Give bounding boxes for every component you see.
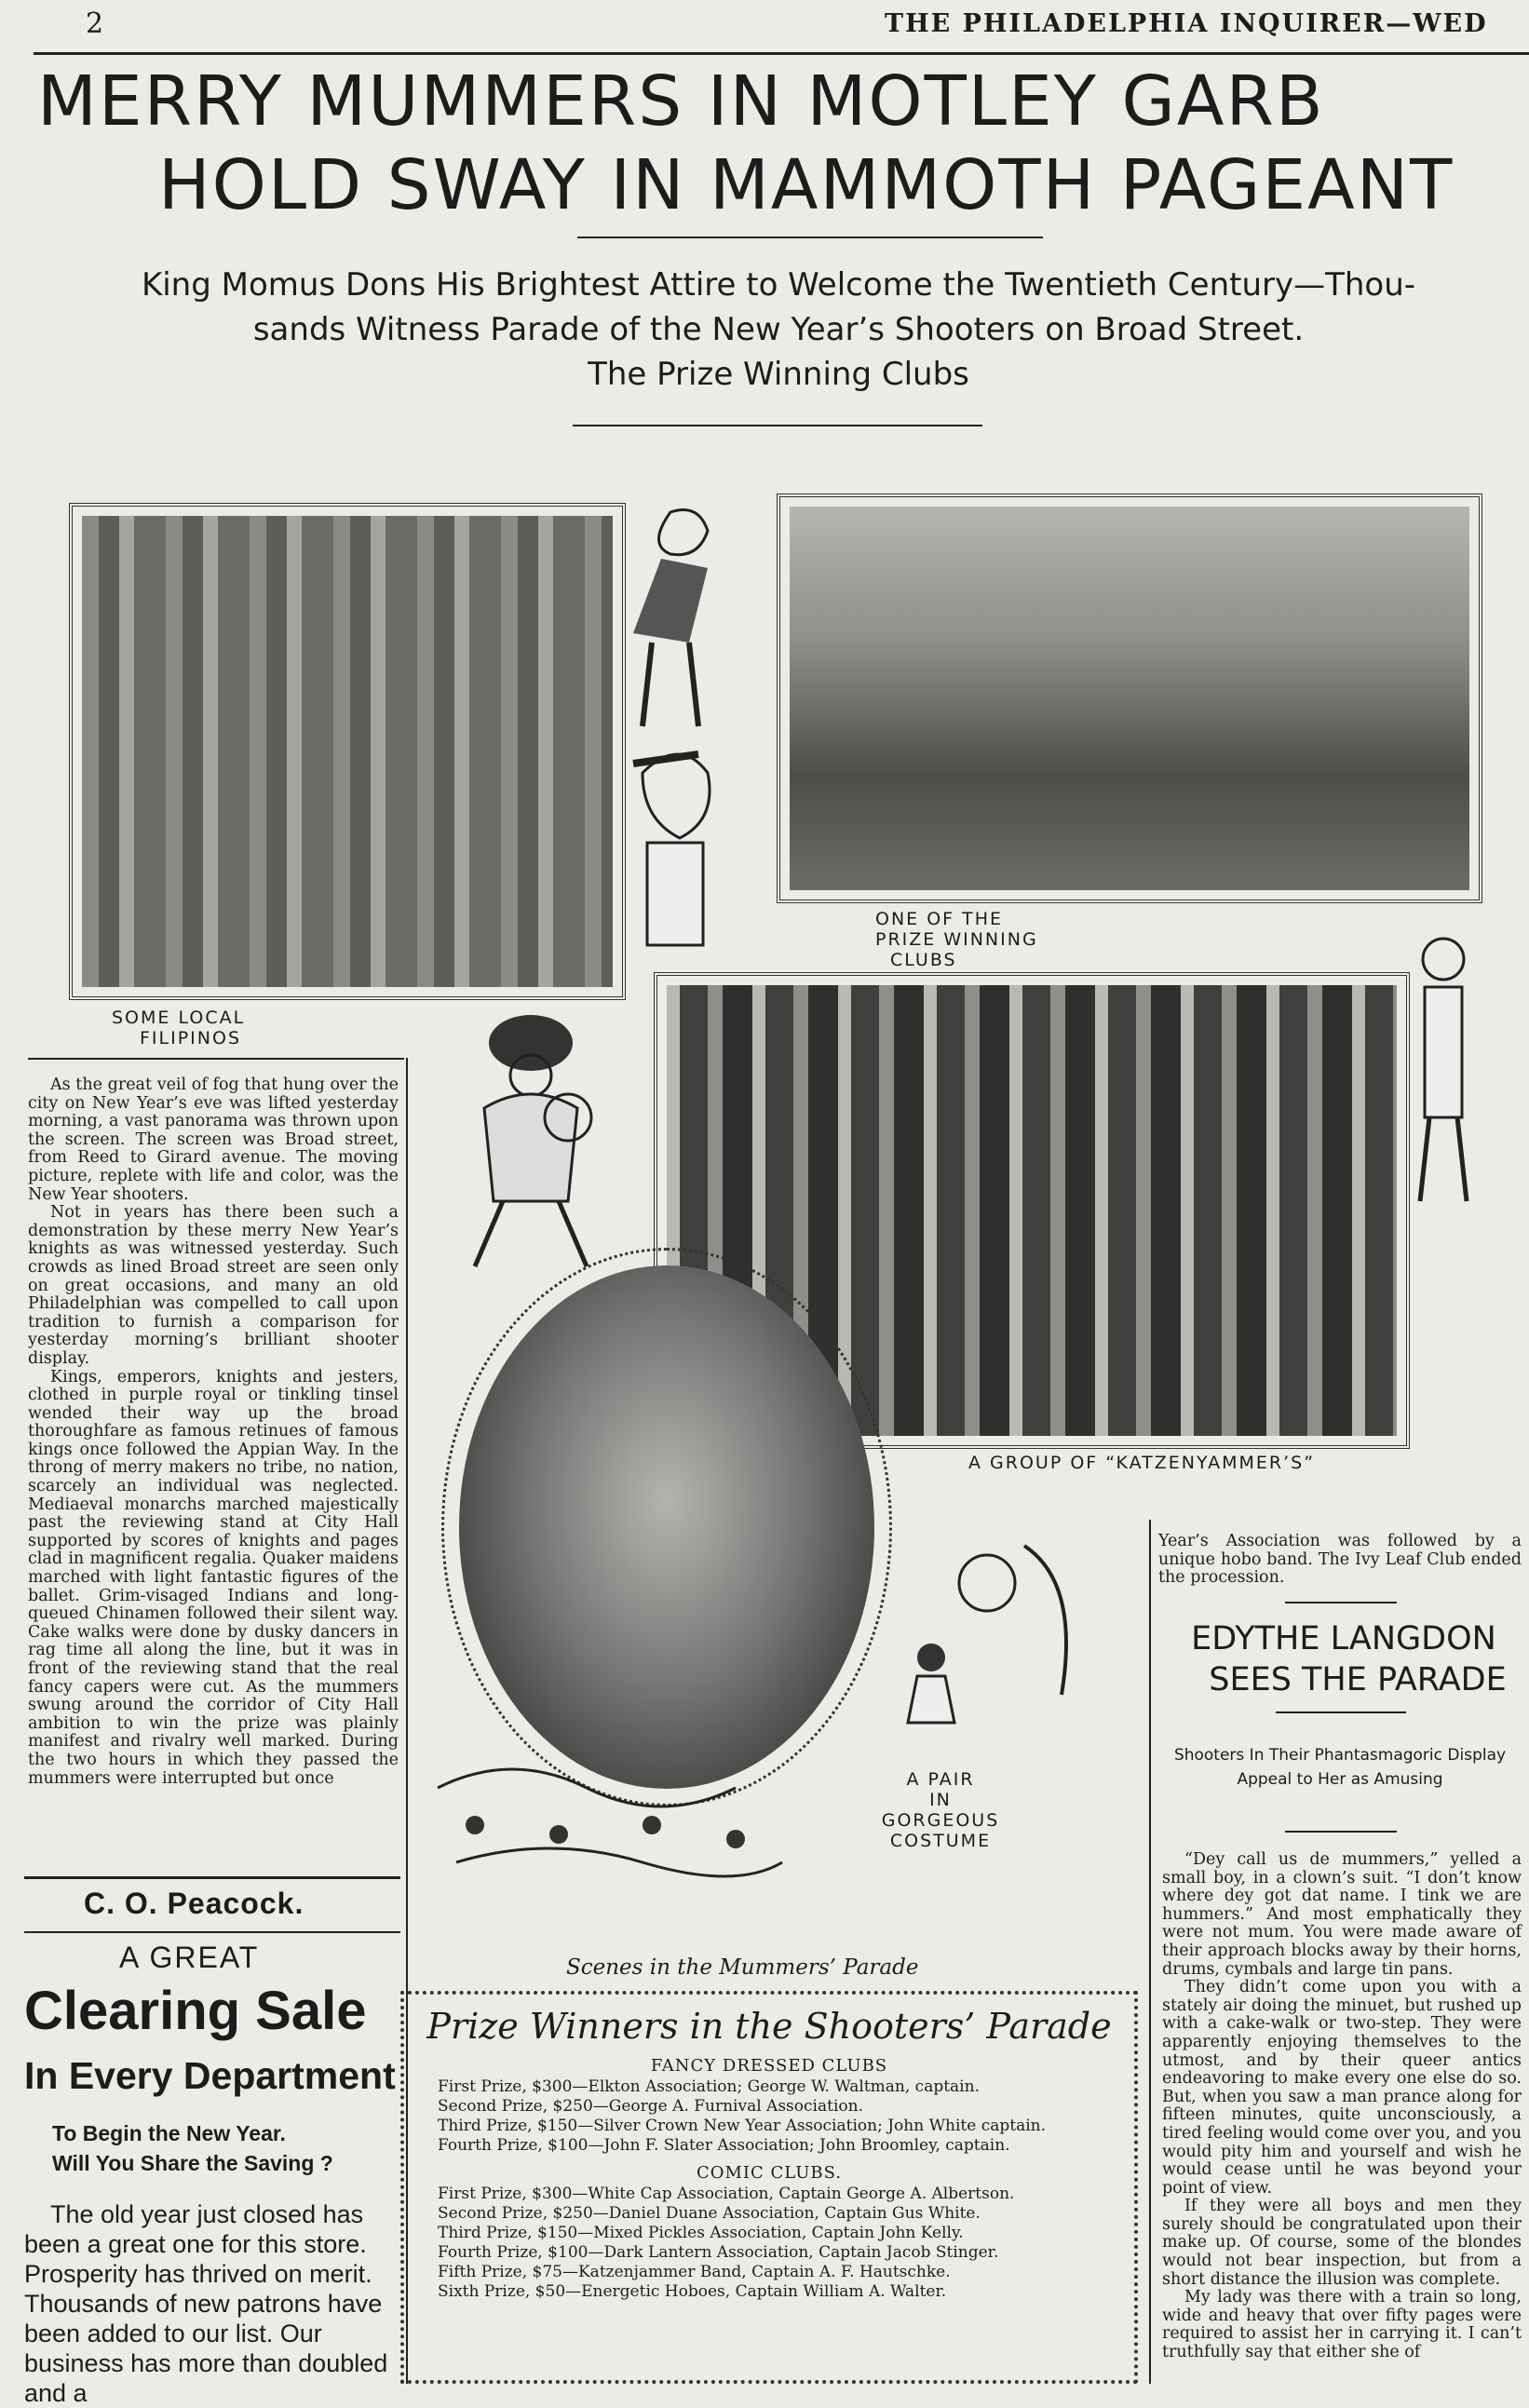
right-subhead-rule xyxy=(1285,1831,1397,1833)
headline-line-2: HOLD SWAY IN MAMMOTH PAGEANT xyxy=(158,145,1455,225)
scenes-caption: Scenes in the Mummers’ Parade xyxy=(566,1955,919,1980)
caption-pair-in-costume xyxy=(857,1769,1024,1851)
ad-headline-1: A GREAT xyxy=(119,1941,260,1974)
left-story-paragraph-3: Kings, emperors, knights and jesters, clothed in purple royal or tinkling tinsel wended their way up the broad thoroughfare as famous retinues of famous kings once followed the Appian Way. In the throng of merry makers no tribe, no nation, scarcely an individual was neglected. Mediaeval monarchs marched majestically past the reviewing stand at City Hall supported by scores of knights and pages clad in magnificent regalia. Quaker maidens marched with light fantastic figures of the ballet. Grim-visaged Indians and long-queued Chinamen followed their silent way. Cake walks were done by dusky dancers in rag time all along the line, but it was in front of the reviewing stand that the real fancy capers were cut. As the mummers swung around the corridor of City Hall ambition to win the prize was plainly manifest and rivalry well marked. During the two hours in which they passed the mummers were interrupted but once xyxy=(28,1367,399,1788)
cartoon-flourish-illustration xyxy=(419,1676,810,1900)
prize-list xyxy=(419,2056,1119,2302)
prize-winners-box xyxy=(400,1991,1138,2384)
photo-filipinos xyxy=(69,503,626,1000)
caption-pair-line-4: COSTUME xyxy=(889,1831,992,1851)
headline-line-1: MERRY MUMMERS IN MOTLEY GARB xyxy=(37,61,1325,142)
deck-line-1: King Momus Dons His Brightest Attire to Welcome the Twentieth Century—Thou- xyxy=(141,266,1416,304)
caption-filipinos xyxy=(112,1008,245,1048)
deck xyxy=(28,263,1529,397)
caption-club-line-1: ONE OF THE xyxy=(875,909,1004,929)
cartoon-figure-right-illustration xyxy=(1406,922,1481,1238)
comic-prize-6: Sixth Prize, $50—Energetic Hoboes, Captain William A. Walter. xyxy=(438,2282,947,2301)
right-story-paragraph-2: They didn’t come upon you with a stately air doing the minuet, but rushed up with a cake-walk or two-step. They were apparently enjoying themselves to the utmost, and by their queer antics endeavoring to make every one else do so. But, when you saw a man prance along for fifteen minutes, quite unconsciously, a tired feeling would come over you, and you would pity him and yourself and wish he would cease until he was beyond your point of view. xyxy=(1162,1978,1522,2198)
left-story-paragraph-1: As the great veil of fog that hung over the city on New Year’s eve was lifted yesterday morning, a vast panorama was thrown upon the screen. The screen was Broad street, from Reed to Girard avenue. The moving picture, replete with life and color, was the New Year shooters. xyxy=(28,1075,399,1204)
fancy-prize-3: Third Prize, $150—Silver Crown New Year Association; John White captain. xyxy=(438,2117,1047,2135)
deck-rule xyxy=(573,425,982,426)
page-number: 2 xyxy=(86,7,104,40)
caption-prize-winning-club xyxy=(875,909,1038,970)
ad-subline-2: Will You Share the Saving ? xyxy=(52,2151,333,2175)
ad-headline-2: Clearing Sale xyxy=(24,1981,367,2041)
ad-name-rule xyxy=(24,1931,400,1933)
deck-line-3: The Prize Winning Clubs xyxy=(588,356,969,393)
comic-clubs-heading: COMIC CLUBS. xyxy=(696,2163,843,2183)
photo-prize-winning-club xyxy=(777,494,1482,903)
right-head-line-2: SEES THE PARADE xyxy=(1209,1661,1507,1698)
right-head-line-1: EDYTHE LANGDON xyxy=(1191,1620,1496,1657)
right-story-paragraph-1: “Dey call us de mummers,” yelled a small boy, in a clown’s suit. “I don’t know where dey got dat name. I tink we are hummers.” And most emphatically they were not mum. You were made aware of their approach blocks away by their horns, drums, cymbals and large tin pans. xyxy=(1162,1850,1522,1979)
ad-body: The old year just closed has been a great one for this store. Prosperity has thrived on merit. Thousands of new patrons have been added to our list. Our business has more than doubled and a xyxy=(24,2200,388,2407)
ad-subline-1: To Begin the New Year. xyxy=(52,2121,286,2145)
right-story xyxy=(1162,1851,1522,2362)
cartoon-dancers-illustration xyxy=(885,1527,1117,1741)
left-story-paragraph-2: Not in years has there been such a demonstration by these merry New Year’s knights as was witnessed yesterday. Such crowds as lined Broad street are seen only on great occasions, and many an old Philadelphian was compelled to call upon tradition to furnish a comparison for yesterday morning’s brilliant shooter display. xyxy=(28,1203,399,1368)
caption-pair-line-3: GORGEOUS xyxy=(881,1810,1000,1831)
ad-headline-3: In Every Department xyxy=(24,2054,396,2097)
fancy-prize-2: Second Prize, $250—George A. Furnival Association. xyxy=(438,2097,863,2116)
cartoon-clown-illustration xyxy=(428,987,633,1294)
fancy-prize-4: Fourth Prize, $100—John F. Slater Association; John Broomley, captain. xyxy=(438,2136,1010,2155)
caption-club-line-3: CLUBS xyxy=(890,950,957,970)
left-story xyxy=(28,1076,399,1788)
photo-filipinos-image xyxy=(82,516,613,987)
right-story-rule xyxy=(1285,1602,1397,1603)
caption-filipinos-line-2: FILIPINOS xyxy=(140,1028,242,1048)
cartoon-jester-illustration xyxy=(559,494,782,978)
fancy-prize-1: First Prize, $300—Elkton Association; George W. Waltman, captain. xyxy=(438,2077,980,2096)
caption-pair-line-1: A PAIR xyxy=(906,1769,975,1790)
comic-prize-2: Second Prize, $250—Daniel Duane Association, Captain Gus White. xyxy=(438,2204,981,2223)
fancy-clubs-heading: FANCY DRESSED CLUBS xyxy=(650,2056,888,2076)
deck-line-2: sands Witness Parade of the New Year’s Shooters on Broad Street. xyxy=(252,311,1305,348)
right-story-continuation: Year’s Association was followed by a unique hobo band. The Ivy Leaf Club ended the procession. xyxy=(1158,1532,1522,1588)
headline-rule xyxy=(577,237,1043,238)
right-story-paragraph-4: My lady was there with a train so long, wide and heavy that over fifty pages were required to assist her in carrying it. I can’t truthfully say that either she of xyxy=(1162,2288,1522,2362)
right-story-paragraph-3: If they were all boys and men they surely should be congratulated upon their make up. Of course, some of the blondes would not bear inspection, but from a short distance the illusion was complete. xyxy=(1162,2197,1522,2289)
caption-katzenyammers: A GROUP OF “KATZENYAMMER’S” xyxy=(968,1453,1316,1473)
masthead-rule xyxy=(34,52,1529,55)
edythe-langdon-headline xyxy=(1158,1618,1529,1700)
caption-pair-line-2: IN xyxy=(929,1790,952,1810)
comic-prize-1: First Prize, $300—White Cap Association, Captain George A. Albertson. xyxy=(438,2185,1015,2203)
ad-top-rule xyxy=(24,1876,400,1879)
photo-prize-winning-club-image xyxy=(790,507,1469,890)
ad-store-name: C. O. Peacock. xyxy=(84,1887,304,1920)
caption-club-line-2: PRIZE WINNING xyxy=(875,929,1038,950)
comic-prize-4: Fourth Prize, $100—Dark Lantern Association, Captain Jacob Stinger. xyxy=(438,2243,999,2262)
newspaper-title: THE PHILADELPHIA INQUIRER—WED xyxy=(885,9,1488,38)
column-divider-right xyxy=(1149,1520,1151,2384)
edythe-langdon-subhead: Shooters In Their Phantasmagoric Display Appeal to Her as Amusing xyxy=(1173,1746,1507,1789)
left-column-rule xyxy=(28,1058,404,1060)
right-head-rule xyxy=(1276,1711,1406,1713)
comic-prize-5: Fifth Prize, $75—Katzenjammer Band, Captain A. F. Hautschke. xyxy=(438,2263,951,2281)
caption-filipinos-line-1: SOME LOCAL xyxy=(112,1008,246,1028)
comic-prize-3: Third Prize, $150—Mixed Pickles Association, Captain John Kelly. xyxy=(438,2224,964,2242)
prize-winners-title: Prize Winners in the Shooters’ Parade xyxy=(426,2006,1112,2047)
